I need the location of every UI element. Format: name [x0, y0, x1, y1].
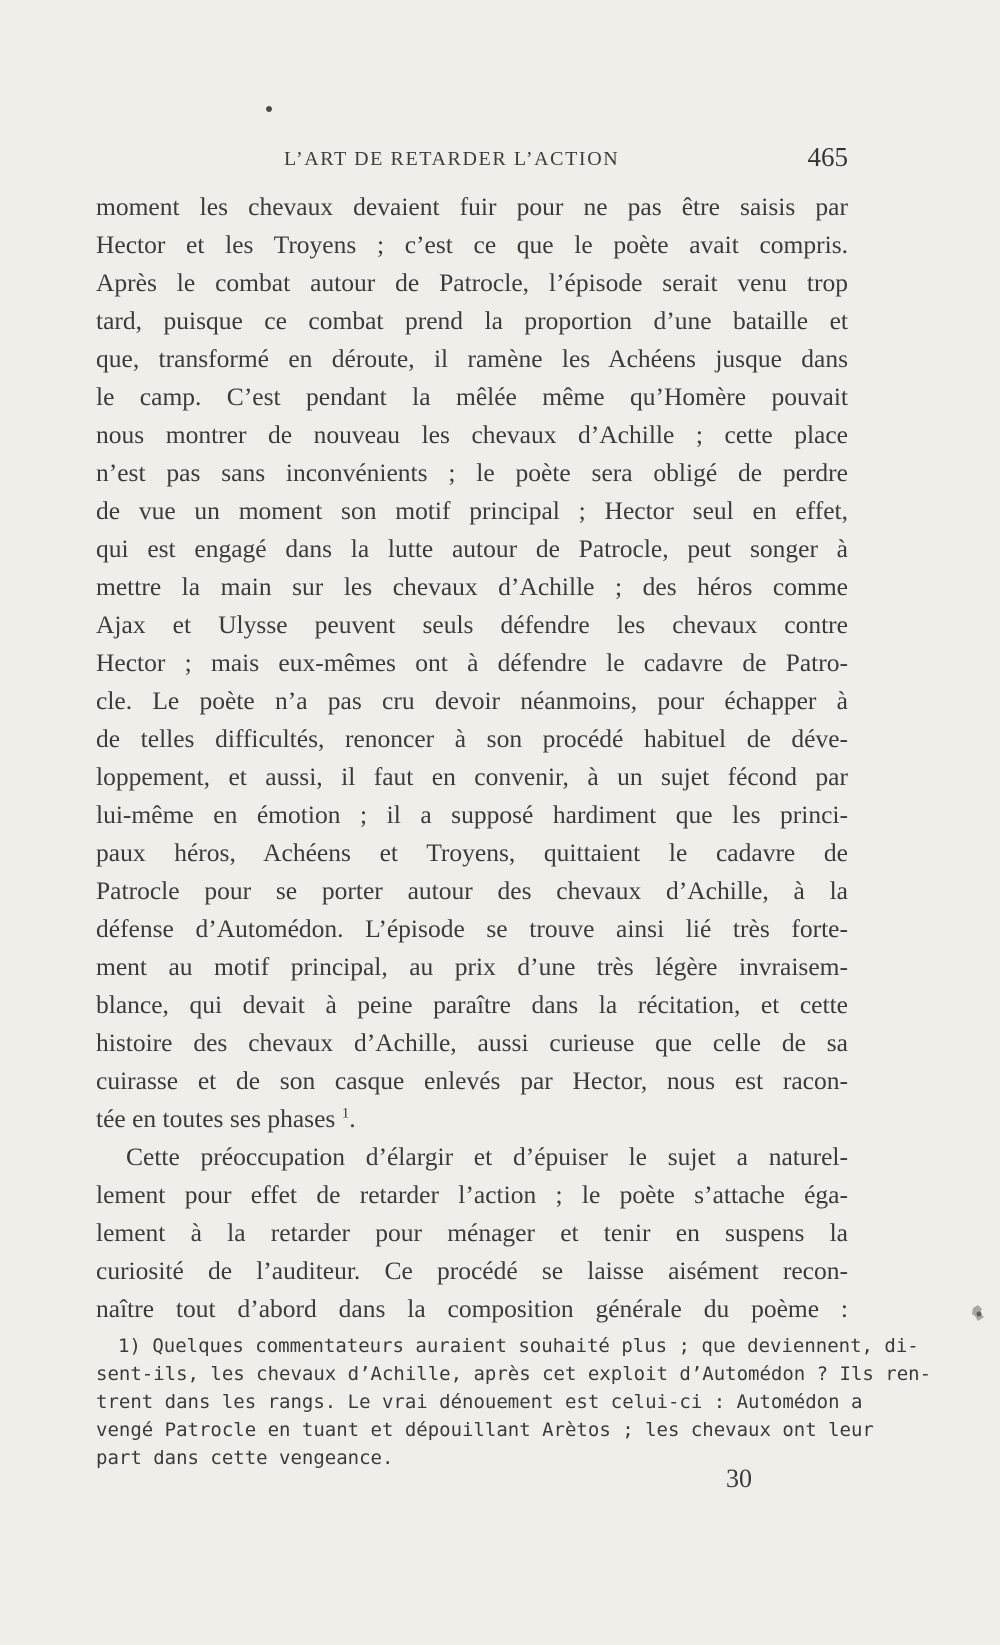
text-line: naître tout d’abord dans la composition générale du poème : — [96, 1294, 848, 1323]
text-line: Hector et les Troyens ; c’est ce que le poète avait compris. — [96, 230, 848, 259]
text-line: moment les chevaux devaient fuir pour ne pas être saisis par — [96, 192, 848, 221]
footnote-line: trent dans les rangs. Le vrai dénouement est celui-ci : Automédon a — [96, 1391, 863, 1413]
main-text — [96, 188, 848, 1328]
text-line: lui-même en émotion ; il a supposé hardiment que les princi- — [96, 800, 848, 829]
text-line: Hector ; mais eux-mêmes ont à défendre le cadavre de Patro- — [96, 648, 848, 677]
footnote-line: 1) Quelques commentateurs auraient souhaité plus ; que deviennent, di- — [118, 1335, 919, 1357]
footnote-ref-tail: . — [349, 1104, 356, 1133]
signature-mark: 30 — [726, 1464, 752, 1493]
text-line: de telles difficultés, renoncer à son procédé habituel de déve- — [96, 724, 848, 753]
text-line: mettre la main sur les chevaux d’Achille ; des héros comme — [96, 572, 848, 601]
text-line: cuirasse et de son casque enlevés par Hector, nous est racon- — [96, 1066, 848, 1095]
footnotes — [96, 1332, 932, 1472]
text-line: le camp. C’est pendant la mêlée même qu’Homère pouvait — [96, 382, 848, 411]
text-line: Ajax et Ulysse peuvent seuls défendre les chevaux contre — [96, 610, 848, 639]
running-header — [96, 142, 848, 176]
text-line: que, transformé en déroute, il ramène les Achéens jusque dans — [96, 344, 848, 373]
footnote-line: sent-ils, les chevaux d’Achille, après cet exploit d’Automédon ? Ils ren- — [96, 1363, 932, 1385]
text-line: défense d’Automédon. L’épisode se trouve ainsi lié très forte- — [96, 914, 848, 943]
paragraph-start-line: Cette préoccupation d’élargir et d’épuiser le sujet a naturel- — [126, 1142, 848, 1171]
ink-dot — [266, 106, 272, 112]
text-line: nous montrer de nouveau les chevaux d’Achille ; cette place — [96, 420, 848, 449]
footnote-line: vengé Patrocle en tuant et dépouillant Arètos ; les chevaux ont leur — [96, 1419, 874, 1441]
text-line: cle. Le poète n’a pas cru devoir néanmoins, pour échapper à — [96, 686, 848, 715]
text-line-end — [96, 1100, 848, 1138]
text-line: Après le combat autour de Patrocle, l’épisode serait venu trop — [96, 268, 848, 297]
text-line: lement à la retarder pour ménager et tenir en suspens la — [96, 1218, 848, 1247]
text-line: histoire des chevaux d’Achille, aussi curieuse que celle de sa — [96, 1028, 848, 1057]
text-line: curiosité de l’auditeur. Ce procédé se laisse aisément recon- — [96, 1256, 848, 1285]
text-line: lement pour effet de retarder l’action ; le poète s’attache éga- — [96, 1180, 848, 1209]
footnote-reference[interactable]: 1 — [341, 1105, 350, 1122]
footnote-line: part dans cette vengeance. — [96, 1447, 394, 1469]
text-line: Patrocle pour se porter autour des chevaux d’Achille, à la — [96, 876, 848, 905]
page-number: 465 — [807, 142, 848, 172]
text-line: de vue un moment son motif principal ; Hector seul en effet, — [96, 496, 848, 525]
text-line: loppement, et aussi, il faut en convenir, à un sujet fécond par — [96, 762, 848, 791]
text-line: paux héros, Achéens et Troyens, quittaient le cadavre de — [96, 838, 848, 867]
text-line: tard, puisque ce combat prend la proportion d’une bataille et — [96, 306, 848, 335]
ink-blot-icon — [970, 1304, 986, 1322]
text-line: blance, qui devait à peine paraître dans la récitation, et cette — [96, 990, 848, 1019]
text-line: qui est engagé dans la lutte autour de Patrocle, peut songer à — [96, 534, 848, 563]
running-title: L’ART DE RETARDER L’ACTION — [284, 148, 620, 170]
text-line: ment au motif principal, au prix d’une très légère invraisem- — [96, 952, 848, 981]
text-line: tée en toutes ses phases — [96, 1104, 336, 1133]
text-line: n’est pas sans inconvénients ; le poète sera obligé de perdre — [96, 458, 848, 487]
